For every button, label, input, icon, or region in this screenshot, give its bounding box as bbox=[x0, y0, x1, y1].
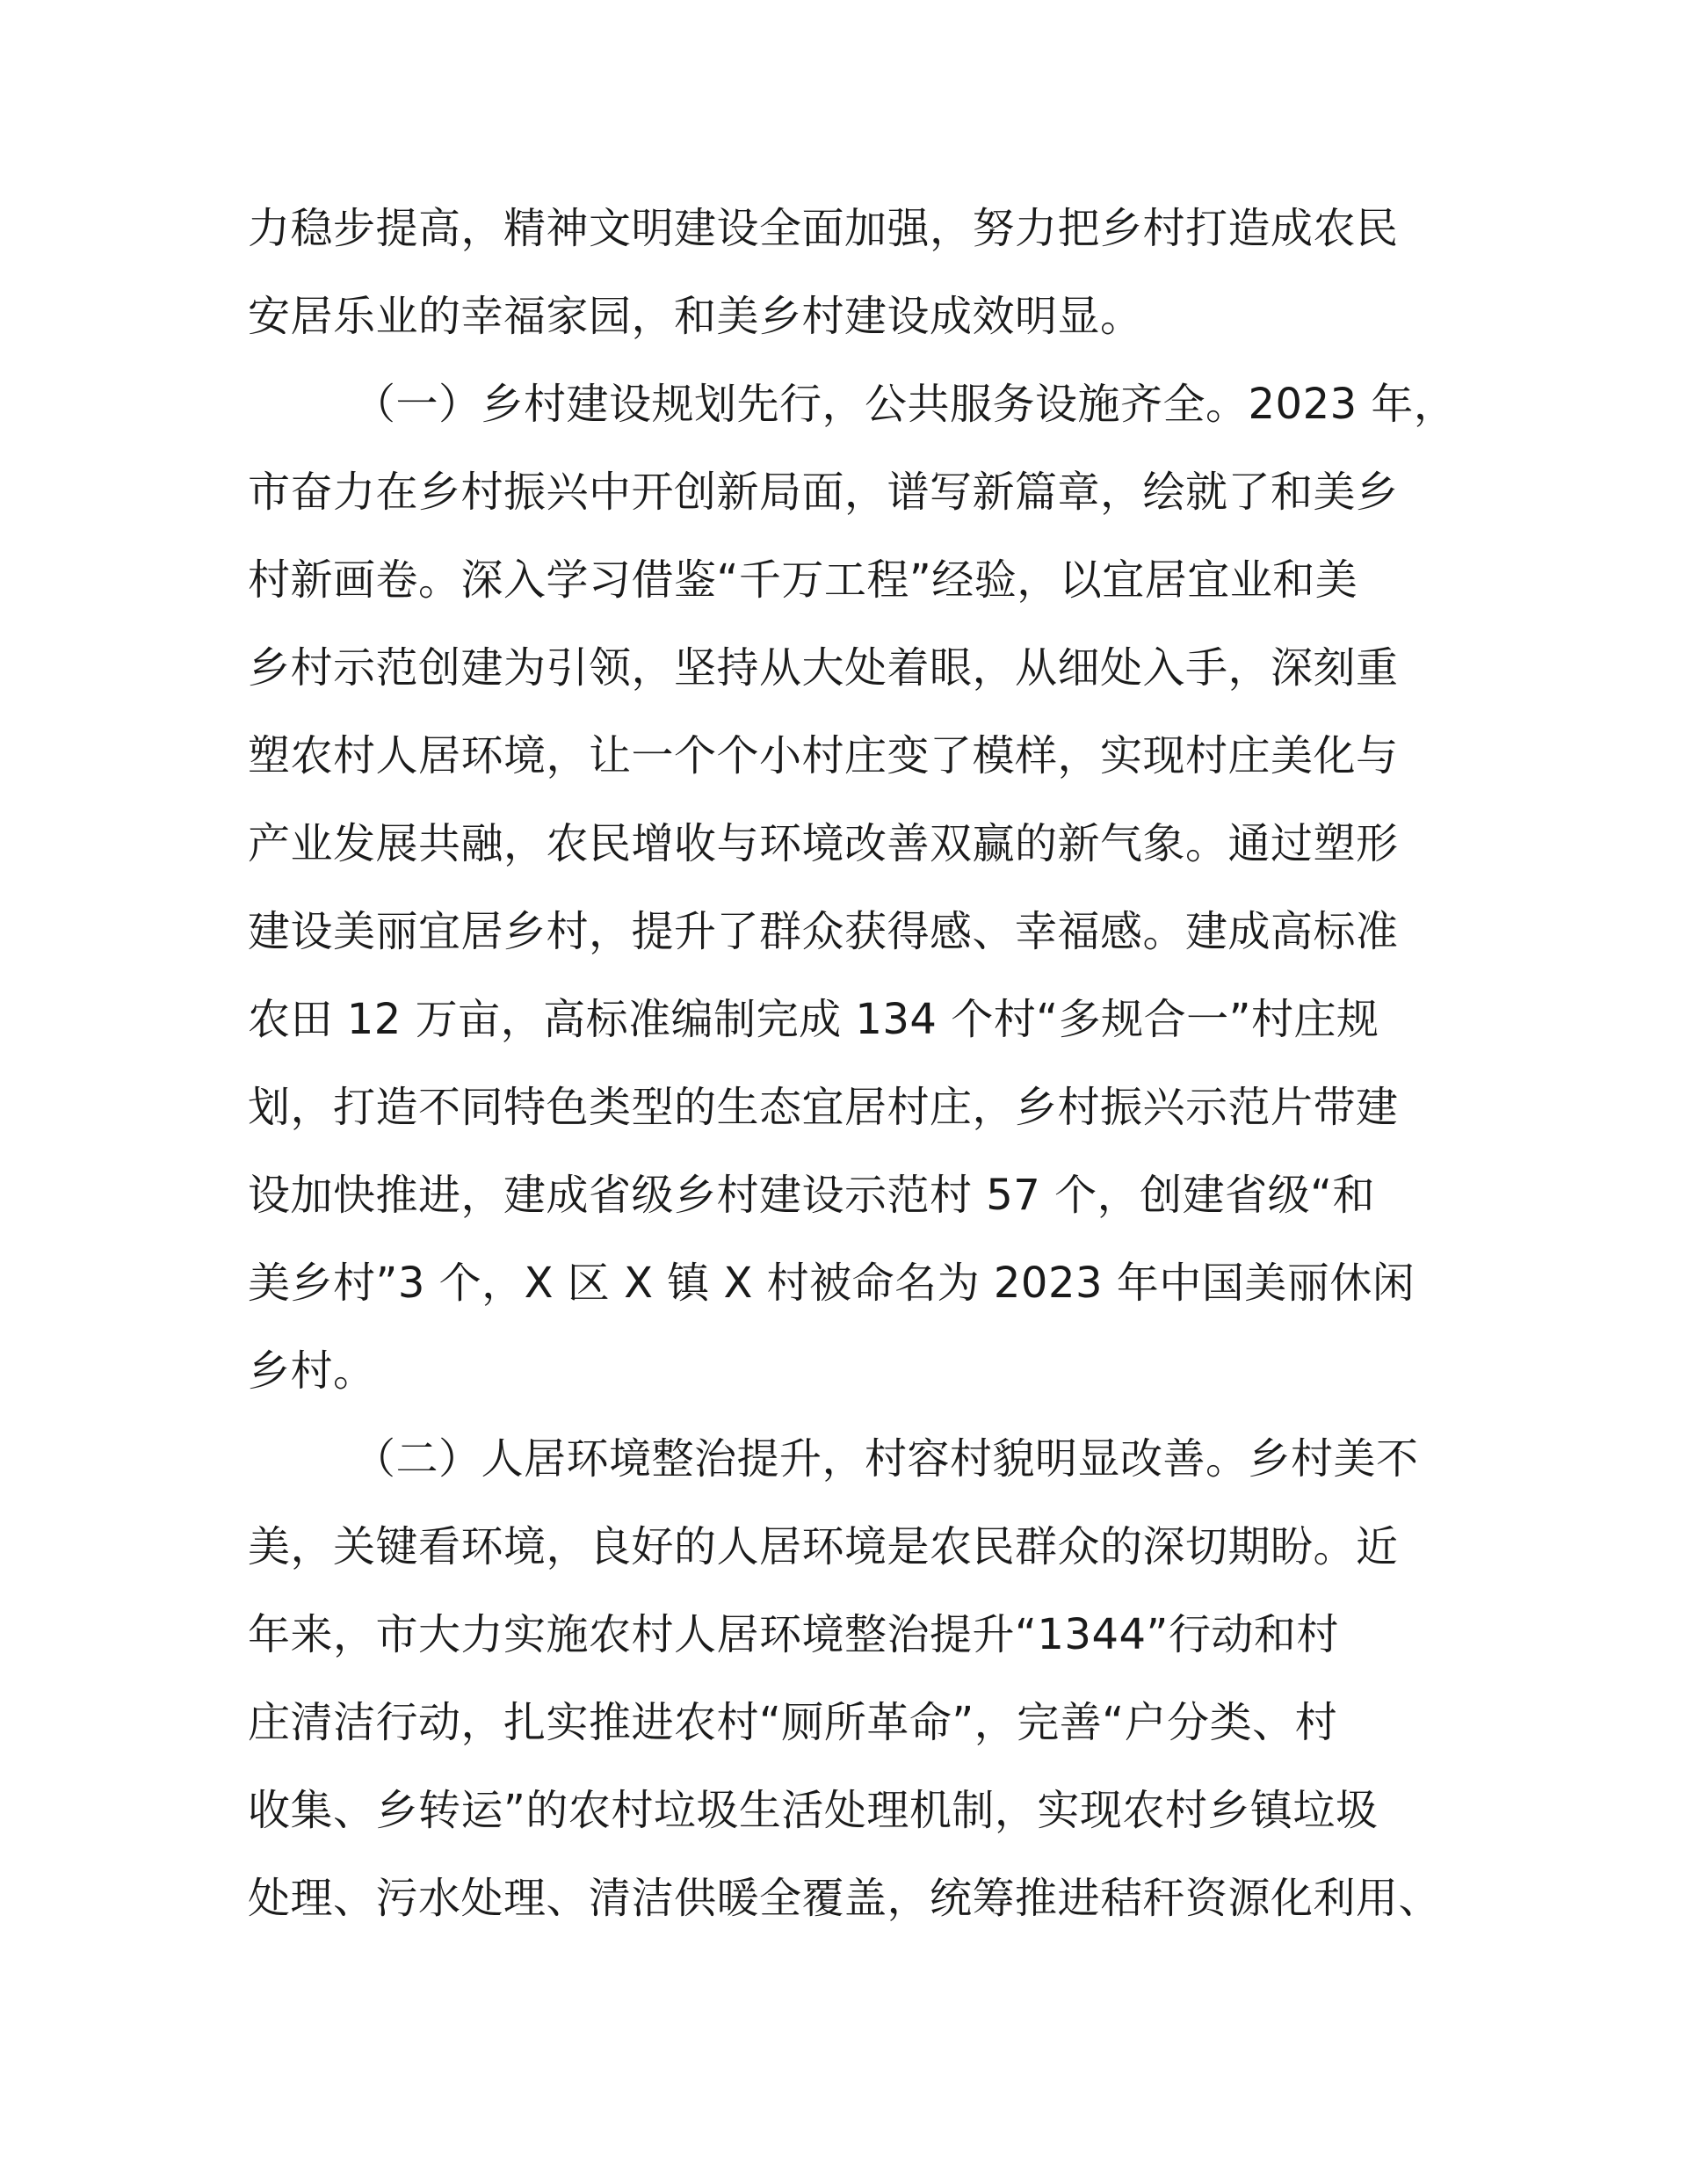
text-line: 收集、乡转运”的农村垃圾生活处理机制，实现农村乡镇垃圾 bbox=[248, 1786, 1379, 1835]
text-line: 划，打造不同特色类型的生态宜居村庄，乡村振兴示范片带建 bbox=[248, 1083, 1399, 1132]
paragraph-section-1 bbox=[248, 360, 1457, 1415]
text-line: 力稳步提高，精神文明建设全面加强，努力把乡村打造成农民 bbox=[248, 204, 1399, 253]
text-line: 庄清洁行动，扎实推进农村“厕所革命”，完善“户分类、村 bbox=[248, 1698, 1338, 1747]
text-line: 产业发展共融，农民增收与环境改善双赢的新气象。通过塑形 bbox=[248, 819, 1399, 868]
text-line: 设加快推进，建成省级乡村建设示范村 57 个，创建省级“和 bbox=[248, 1171, 1375, 1220]
text-line: 美，关键看环境，良好的人居环境是农民群众的深切期盼。近 bbox=[248, 1522, 1399, 1571]
paragraph-intro bbox=[248, 185, 1452, 360]
paragraph-section-2 bbox=[248, 1415, 1452, 1942]
section-heading-line: （二）人居环境整治提升，村容村貌明显改善。乡村美不 bbox=[353, 1434, 1419, 1484]
text-line: 建设美丽宜居乡村，提升了群众获得感、幸福感。建成高标准 bbox=[248, 907, 1399, 956]
text-line: 村新画卷。深入学习借鉴“千万工程”经验，以宜居宜业和美 bbox=[248, 555, 1358, 605]
text-line: 处理、污水处理、清洁供暖全覆盖，统筹推进秸秆资源化利用、 bbox=[248, 1874, 1442, 1923]
text-line: 塑农村人居环境，让一个个小村庄变了模样，实现村庄美化与 bbox=[248, 731, 1399, 780]
document-page bbox=[248, 185, 1457, 1942]
section-heading-line: （一）乡村建设规划先行，公共服务设施齐全。2023 年， bbox=[353, 380, 1457, 429]
text-line: 市奋力在乡村振兴中开创新局面，谱写新篇章，绘就了和美乡 bbox=[248, 468, 1399, 517]
text-line: 农田 12 万亩，高标准编制完成 134 个村“多规合一”村庄规 bbox=[248, 995, 1379, 1044]
text-line: 乡村示范创建为引领，坚持从大处着眼，从细处入手，深刻重 bbox=[248, 643, 1399, 693]
text-line: 安居乐业的幸福家园，和美乡村建设成效明显。 bbox=[248, 292, 1143, 341]
text-line: 年来，市大力实施农村人居环境整治提升“1344”行动和村 bbox=[248, 1610, 1339, 1659]
text-line: 乡村。 bbox=[248, 1346, 376, 1396]
text-line: 美乡村”3 个，X 区 X 镇 X 村被命名为 2023 年中国美丽休闲 bbox=[248, 1259, 1415, 1308]
